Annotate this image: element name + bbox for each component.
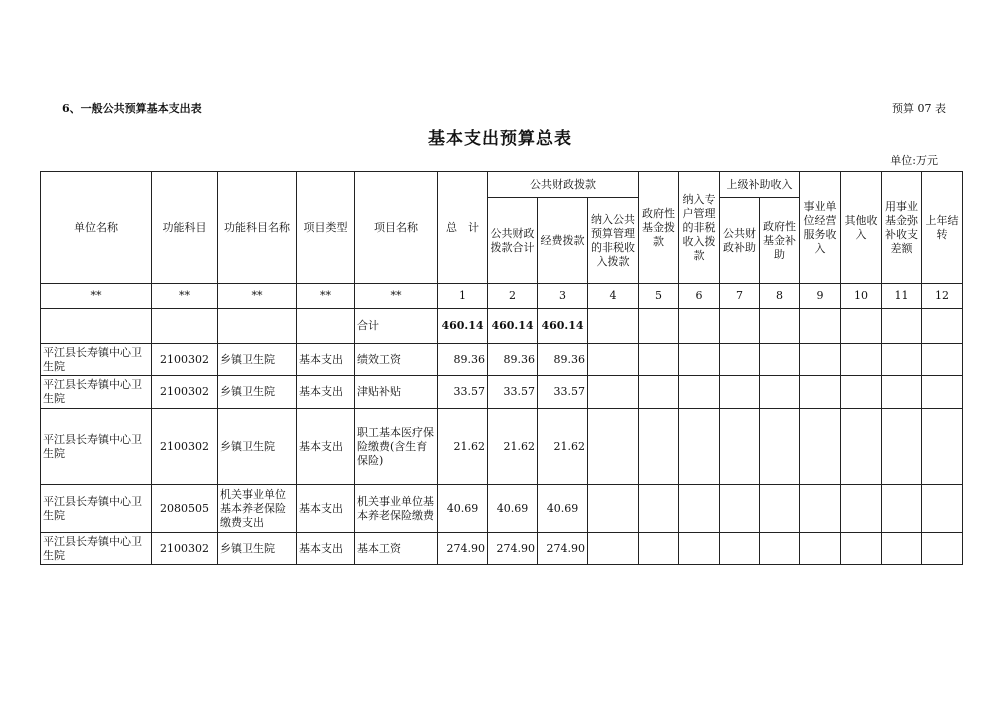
empty-cell (679, 376, 720, 409)
empty-cell (841, 533, 882, 565)
empty-cell (922, 485, 963, 533)
total-funding-value: 460.14 (538, 309, 588, 344)
empty-cell (841, 344, 882, 376)
empty-cell (800, 344, 841, 376)
empty-cell (760, 409, 800, 485)
item-type-cell: 基本支出 (297, 485, 355, 533)
empty-cell (922, 409, 963, 485)
empty-cell (679, 344, 720, 376)
header-row-1 (41, 172, 963, 198)
func-name-cell: 机关事业单位基本养老保险缴费支出 (218, 485, 297, 533)
public-total-cell: 274.90 (488, 533, 538, 565)
index-cell: 11 (882, 284, 922, 309)
header-item-type: 项目类型 (297, 172, 355, 284)
index-cell: ** (355, 284, 438, 309)
empty-cell (800, 376, 841, 409)
funding-cell: 89.36 (538, 344, 588, 376)
budget-table (40, 171, 963, 565)
empty-cell (588, 533, 639, 565)
empty-cell (639, 376, 679, 409)
header-biz-service: 事业单位经营服务收入 (800, 172, 841, 284)
header-fund-gap: 用事业基金弥补收支差额 (882, 172, 922, 284)
empty-cell (800, 485, 841, 533)
public-total-cell: 40.69 (488, 485, 538, 533)
item-name-cell: 绩效工资 (355, 344, 438, 376)
empty-cell (588, 376, 639, 409)
public-total-cell: 33.57 (488, 376, 538, 409)
empty-cell (720, 485, 760, 533)
header-upper-public: 公共财政补助 (720, 198, 760, 284)
index-cell: ** (41, 284, 152, 309)
header-funding: 经费拨款 (538, 198, 588, 284)
empty-cell (720, 376, 760, 409)
header-total: 总 计 (438, 172, 488, 284)
empty-cell (882, 485, 922, 533)
funding-cell: 21.62 (538, 409, 588, 485)
empty-cell (841, 485, 882, 533)
unit-name-cell: 平江县长寿镇中心卫生院 (41, 376, 152, 409)
empty-cell (922, 533, 963, 565)
unit-name-cell: 平江县长寿镇中心卫生院 (41, 409, 152, 485)
index-cell: 4 (588, 284, 639, 309)
table-row (41, 485, 963, 533)
empty-cell (588, 409, 639, 485)
index-cell: ** (152, 284, 218, 309)
item-type-cell: 基本支出 (297, 533, 355, 565)
unit-name-cell: 平江县长寿镇中心卫生院 (41, 533, 152, 565)
empty-cell (588, 485, 639, 533)
table-number: 预算 07 表 (892, 102, 946, 115)
header-nontax: 纳入公共预算管理的非税收入拨款 (588, 198, 639, 284)
total-public-value: 460.14 (488, 309, 538, 344)
empty-cell (679, 533, 720, 565)
index-cell: 9 (800, 284, 841, 309)
func-code-cell: 2080505 (152, 485, 218, 533)
func-code-cell: 2100302 (152, 376, 218, 409)
empty-cell (679, 409, 720, 485)
total-value: 460.14 (438, 309, 488, 344)
empty-cell (588, 344, 639, 376)
header-public-total: 公共财政拨款合计 (488, 198, 538, 284)
empty-cell (720, 409, 760, 485)
public-total-cell: 89.36 (488, 344, 538, 376)
func-name-cell: 乡镇卫生院 (218, 344, 297, 376)
index-cell: 2 (488, 284, 538, 309)
empty-cell (922, 344, 963, 376)
empty-cell (882, 533, 922, 565)
unit-name-cell: 平江县长寿镇中心卫生院 (41, 485, 152, 533)
table-row (41, 533, 963, 565)
page-title: 基本支出预算总表 (428, 129, 572, 149)
unit-label: 单位:万元 (890, 154, 938, 167)
total-cell: 21.62 (438, 409, 488, 485)
header-gov-fund: 政府性基金拨款 (639, 172, 679, 284)
item-type-cell: 基本支出 (297, 344, 355, 376)
empty-cell (922, 376, 963, 409)
empty-cell (639, 533, 679, 565)
func-name-cell: 乡镇卫生院 (218, 533, 297, 565)
index-cell: 1 (438, 284, 488, 309)
empty-cell (760, 485, 800, 533)
func-code-cell: 2100302 (152, 533, 218, 565)
index-cell: 8 (760, 284, 800, 309)
func-code-cell: 2100302 (152, 344, 218, 376)
index-cell: ** (218, 284, 297, 309)
table-row (41, 376, 963, 409)
unit-name-cell: 平江县长寿镇中心卫生院 (41, 344, 152, 376)
total-cell: 33.57 (438, 376, 488, 409)
empty-cell (882, 344, 922, 376)
empty-cell (760, 533, 800, 565)
empty-cell (882, 409, 922, 485)
empty-cell (639, 409, 679, 485)
funding-cell: 33.57 (538, 376, 588, 409)
index-cell: 6 (679, 284, 720, 309)
index-cell: 3 (538, 284, 588, 309)
header-other: 其他收入 (841, 172, 882, 284)
header-upper-subsidy: 上级补助收入 (720, 172, 800, 198)
empty-cell (720, 344, 760, 376)
header-item-name: 项目名称 (355, 172, 438, 284)
empty-cell (882, 376, 922, 409)
empty-cell (639, 344, 679, 376)
index-cell: 10 (841, 284, 882, 309)
empty-cell (679, 485, 720, 533)
item-name-cell: 津贴补贴 (355, 376, 438, 409)
func-name-cell: 乡镇卫生院 (218, 376, 297, 409)
public-total-cell: 21.62 (488, 409, 538, 485)
item-name-cell: 职工基本医疗保险缴费(含生育保险) (355, 409, 438, 485)
empty-cell (800, 409, 841, 485)
item-name-cell: 机关事业单位基本养老保险缴费 (355, 485, 438, 533)
funding-cell: 274.90 (538, 533, 588, 565)
header-public-fiscal: 公共财政拨款 (488, 172, 639, 198)
empty-cell (841, 409, 882, 485)
total-cell: 40.69 (438, 485, 488, 533)
header-special-nontax: 纳入专户管理的非税收入拨款 (679, 172, 720, 284)
index-cell: ** (297, 284, 355, 309)
header-func-code: 功能科目 (152, 172, 218, 284)
header-upper-gov: 政府性基金补助 (760, 198, 800, 284)
index-cell: 5 (639, 284, 679, 309)
header-last-year: 上年结转 (922, 172, 963, 284)
total-cell: 274.90 (438, 533, 488, 565)
item-type-cell: 基本支出 (297, 409, 355, 485)
header-unit-name: 单位名称 (41, 172, 152, 284)
header-func-name: 功能科目名称 (218, 172, 297, 284)
index-row (41, 284, 963, 309)
index-cell: 12 (922, 284, 963, 309)
empty-cell (760, 344, 800, 376)
empty-cell (800, 533, 841, 565)
func-name-cell: 乡镇卫生院 (218, 409, 297, 485)
section-title: 6、一般公共预算基本支出表 (62, 102, 202, 115)
index-cell: 7 (720, 284, 760, 309)
func-code-cell: 2100302 (152, 409, 218, 485)
empty-cell (720, 533, 760, 565)
empty-cell (639, 485, 679, 533)
empty-cell (841, 376, 882, 409)
table-row (41, 344, 963, 376)
funding-cell: 40.69 (538, 485, 588, 533)
item-type-cell: 基本支出 (297, 376, 355, 409)
empty-cell (760, 376, 800, 409)
total-cell: 89.36 (438, 344, 488, 376)
table-row (41, 409, 963, 485)
total-label: 合计 (355, 309, 438, 344)
total-row (41, 309, 963, 344)
data-rows (41, 344, 963, 565)
item-name-cell: 基本工资 (355, 533, 438, 565)
